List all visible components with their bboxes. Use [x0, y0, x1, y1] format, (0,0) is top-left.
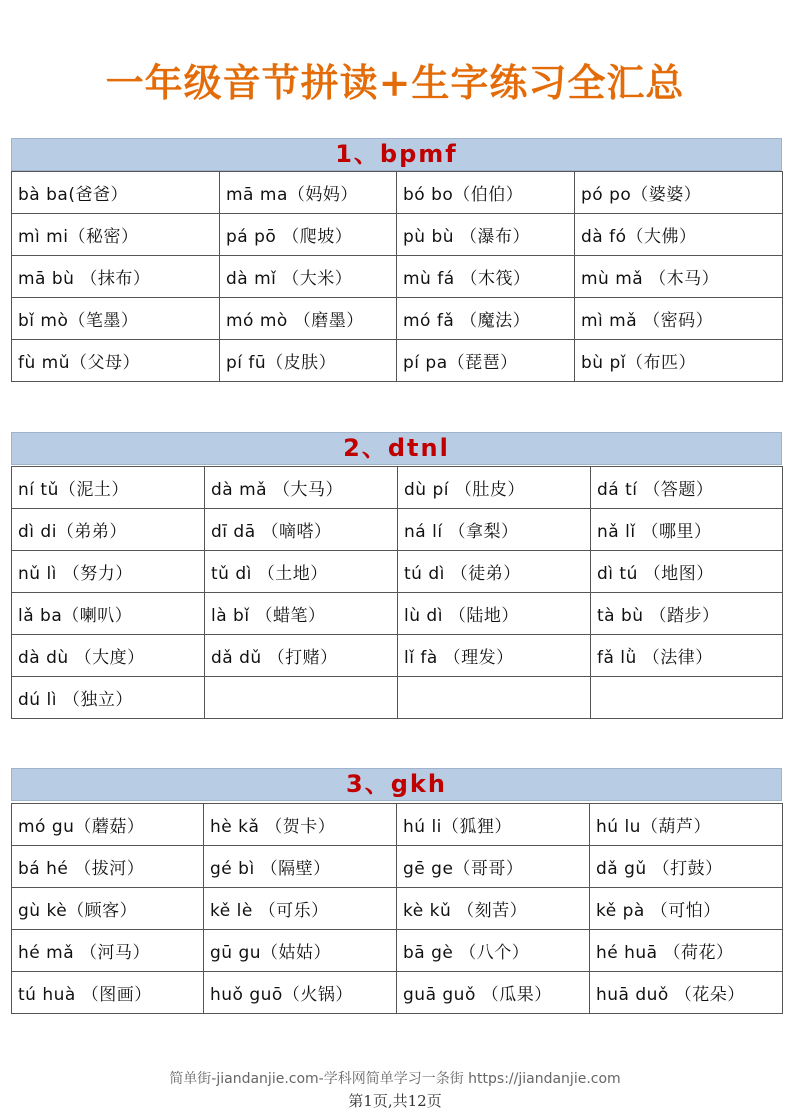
word-cell: dù pí （肚皮）: [398, 467, 591, 509]
word-cell: bà ba(爸爸）: [12, 172, 220, 214]
table-dtnl: [11, 466, 783, 719]
section-heading-gkh: 3、gkh: [11, 768, 782, 801]
word-cell: tà bù （踏步）: [591, 593, 783, 635]
word-cell: bā gè （八个）: [397, 930, 590, 972]
word-cell: lǐ fà （理发）: [398, 635, 591, 677]
word-cell: tǔ dì （土地）: [205, 551, 398, 593]
word-cell: nǎ lǐ （哪里）: [591, 509, 783, 551]
word-cell: tú huà （图画）: [12, 972, 204, 1014]
word-cell: dǎ dǔ （打赌）: [205, 635, 398, 677]
empty-cell: [398, 677, 591, 719]
word-cell: kè kǔ （刻苦）: [397, 888, 590, 930]
word-cell: gē ge（哥哥）: [397, 846, 590, 888]
word-cell: dú lì （独立）: [12, 677, 205, 719]
word-cell: huā duǒ （花朵）: [590, 972, 783, 1014]
word-cell: mù fá （木筏）: [397, 256, 575, 298]
word-cell: mā bù （抹布）: [12, 256, 220, 298]
word-cell: ná lí （拿梨）: [398, 509, 591, 551]
table-row: [12, 972, 783, 1014]
word-cell: hè kǎ （贺卡）: [204, 804, 397, 846]
word-cell: kě pà （可怕）: [590, 888, 783, 930]
word-cell: dà dù （大度）: [12, 635, 205, 677]
word-cell: lǎ ba（喇叭）: [12, 593, 205, 635]
table-row: [12, 593, 783, 635]
word-cell: hú li（狐狸）: [397, 804, 590, 846]
word-cell: kě lè （可乐）: [204, 888, 397, 930]
word-cell: dǎ gǔ （打鼓）: [590, 846, 783, 888]
table-bpmf: [11, 171, 783, 382]
word-cell: hé mǎ （河马）: [12, 930, 204, 972]
table-row: [12, 804, 783, 846]
table-row: [12, 467, 783, 509]
word-cell: hú lu（葫芦）: [590, 804, 783, 846]
table-row: [12, 172, 783, 214]
word-cell: mā ma（妈妈）: [220, 172, 397, 214]
word-cell: dī dā （嘀嗒）: [205, 509, 398, 551]
word-cell: bó bo（伯伯）: [397, 172, 575, 214]
word-cell: gé bì （隔壁）: [204, 846, 397, 888]
word-cell: pá pō （爬坡）: [220, 214, 397, 256]
page-title: 一年级音节拼读+生字练习全汇总: [105, 60, 685, 105]
word-cell: dà fó（大佛）: [575, 214, 783, 256]
word-cell: pí fū（皮肤）: [220, 340, 397, 382]
word-cell: mì mǎ （密码）: [575, 298, 783, 340]
word-cell: là bǐ （蜡笔）: [205, 593, 398, 635]
word-cell: pí pa（琵琶）: [397, 340, 575, 382]
table-row: [12, 340, 783, 382]
table-row: [12, 256, 783, 298]
word-cell: dà mǎ （大马）: [205, 467, 398, 509]
word-cell: dì tú （地图）: [591, 551, 783, 593]
word-cell: pù bù （瀑布）: [397, 214, 575, 256]
word-cell: pó po（婆婆）: [575, 172, 783, 214]
table-row: [12, 551, 783, 593]
word-cell: ní tǔ（泥土）: [12, 467, 205, 509]
table-row: [12, 509, 783, 551]
word-cell: fǎ lǜ （法律）: [591, 635, 783, 677]
section-heading-bpmf: 1、bpmf: [11, 138, 782, 171]
table-row: [12, 846, 783, 888]
table-row: [12, 298, 783, 340]
word-cell: lù dì （陆地）: [398, 593, 591, 635]
section-heading-dtnl: 2、dtnl: [11, 432, 782, 465]
table-gkh: [11, 803, 783, 1014]
word-cell: gū gu（姑姑）: [204, 930, 397, 972]
word-cell: dì di（弟弟）: [12, 509, 205, 551]
table-row: [12, 888, 783, 930]
empty-cell: [205, 677, 398, 719]
word-cell: mù mǎ （木马）: [575, 256, 783, 298]
table-row: [12, 214, 783, 256]
empty-cell: [591, 677, 783, 719]
word-cell: dà mǐ （大米）: [220, 256, 397, 298]
word-cell: mì mi（秘密）: [12, 214, 220, 256]
word-cell: mó fǎ （魔法）: [397, 298, 575, 340]
table-row: [12, 930, 783, 972]
word-cell: nǔ lì （努力）: [12, 551, 205, 593]
word-cell: gù kè（顾客）: [12, 888, 204, 930]
word-cell: guā guǒ （瓜果）: [397, 972, 590, 1014]
word-cell: hé huā （荷花）: [590, 930, 783, 972]
footer-source-link[interactable]: 简单街-jiandanjie.com-学科网简单学习一条街 https://jiandanjie.com: [169, 1071, 621, 1087]
word-cell: bǐ mò（笔墨）: [12, 298, 220, 340]
word-cell: mó gu（蘑菇）: [12, 804, 204, 846]
word-cell: bá hé （拔河）: [12, 846, 204, 888]
word-cell: bù pǐ（布匹）: [575, 340, 783, 382]
table-row: [12, 677, 783, 719]
word-cell: mó mò （磨墨）: [220, 298, 397, 340]
table-row: [12, 635, 783, 677]
word-cell: tú dì （徒弟）: [398, 551, 591, 593]
word-cell: fù mǔ（父母）: [12, 340, 220, 382]
word-cell: dá tí （答题）: [591, 467, 783, 509]
word-cell: huǒ guō（火锅）: [204, 972, 397, 1014]
page-number: 第1页,共12页: [348, 1092, 442, 1110]
